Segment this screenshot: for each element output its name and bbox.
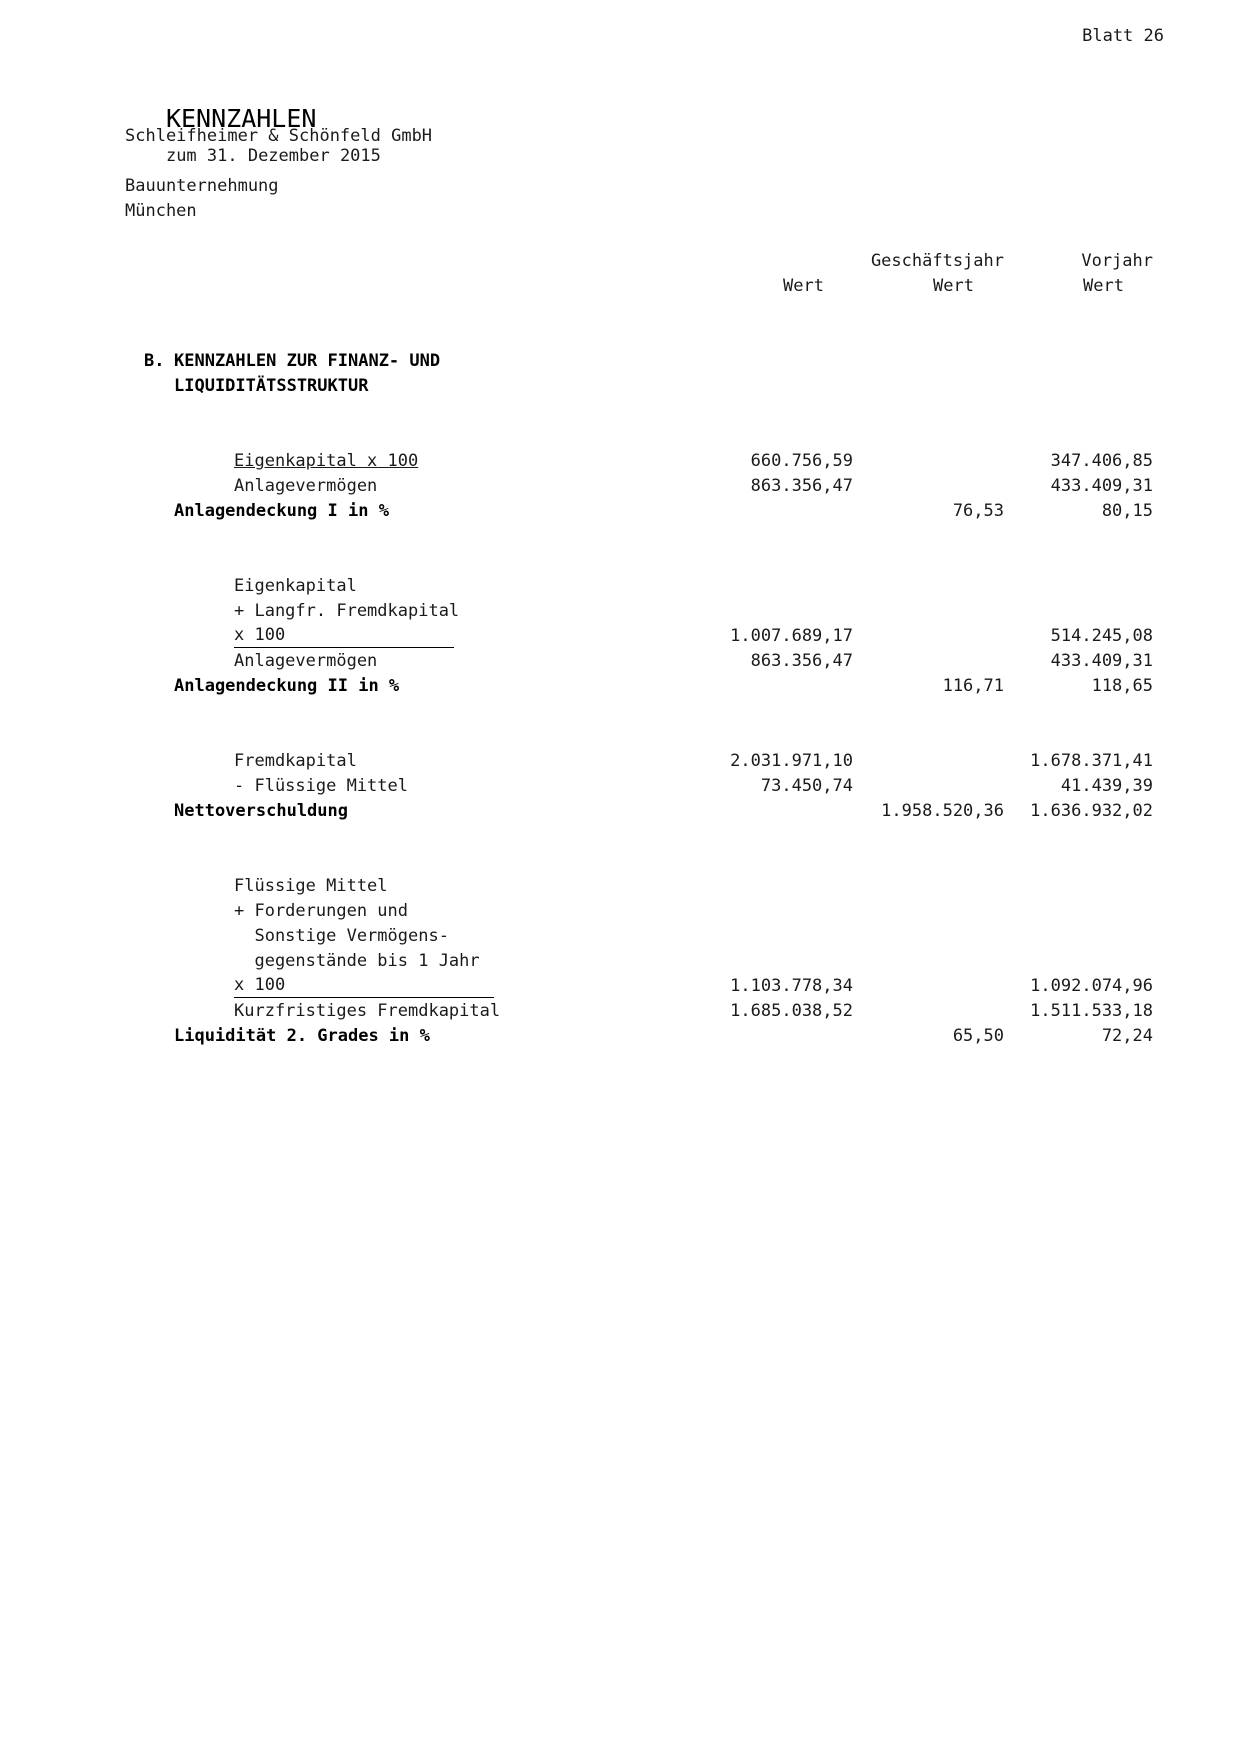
result-geschaeftsjahr: 65,50: [952, 1026, 1004, 1046]
result-vorjahr: 1.636.932,02: [1030, 801, 1153, 821]
line-vorjahr: 433.409,31: [1050, 651, 1153, 671]
line-label: Anlagevermögen: [234, 476, 378, 496]
line-wert: 1.685.038,52: [730, 1001, 853, 1021]
page-label: Blatt 26: [1082, 26, 1164, 46]
result-vorjahr: 118,65: [1091, 676, 1153, 696]
line-label: Eigenkapital x 100: [234, 451, 419, 471]
line-vorjahr: 514.245,08: [1050, 626, 1153, 646]
line-wert: 1.007.689,17: [730, 626, 853, 646]
line-label: Kurzfristiges Fremdkapital: [234, 1001, 501, 1021]
line-wert: 863.356,47: [750, 476, 853, 496]
line-label: + Forderungen und: [234, 901, 408, 921]
col-header-geschaeftsjahr: Geschäftsjahr: [870, 251, 1004, 271]
col-header-wert: Wert: [783, 276, 824, 296]
business-type: Bauunternehmung: [125, 176, 279, 196]
line-wert: 660.756,59: [750, 451, 853, 471]
line-label: gegenstände bis 1 Jahr: [234, 951, 480, 971]
city: München: [125, 201, 197, 221]
line-vorjahr: 1.678.371,41: [1030, 751, 1153, 771]
line-label: - Flüssige Mittel: [234, 776, 408, 796]
line-vorjahr: 347.406,85: [1050, 451, 1153, 471]
result-vorjahr: 72,24: [1101, 1026, 1153, 1046]
result-label: Liquidität 2. Grades in %: [174, 1026, 430, 1046]
line-wert: 1.103.778,34: [730, 976, 853, 996]
page-title: KENNZAHLEN: [165, 104, 317, 133]
line-label: Anlagevermögen: [234, 651, 378, 671]
line-label: Fremdkapital: [234, 751, 357, 771]
result-geschaeftsjahr: 116,71: [942, 676, 1004, 696]
result-label: Nettoverschuldung: [174, 801, 348, 821]
line-label: x 100: [234, 624, 454, 648]
company-name: Schleifheimer & Schönfeld GmbH: [125, 126, 433, 146]
line-label: Flüssige Mittel: [234, 876, 388, 896]
line-vorjahr: 1.511.533,18: [1030, 1001, 1153, 1021]
result-label: Anlagendeckung II in %: [174, 676, 400, 696]
section-prefix: B.: [144, 351, 165, 371]
line-vorjahr: 1.092.074,96: [1030, 976, 1153, 996]
line-label: x 100: [234, 974, 494, 998]
line-label: Eigenkapital: [234, 576, 357, 596]
page-subtitle: zum 31. Dezember 2015: [165, 146, 381, 166]
col-header-vorjahr-wert: Wert: [1083, 276, 1124, 296]
col-header-geschaeftsjahr-wert: Wert: [933, 276, 974, 296]
line-wert: 863.356,47: [750, 651, 853, 671]
result-geschaeftsjahr: 1.958.520,36: [881, 801, 1004, 821]
result-vorjahr: 80,15: [1101, 501, 1153, 521]
line-vorjahr: 433.409,31: [1050, 476, 1153, 496]
col-header-vorjahr: Vorjahr: [1081, 251, 1153, 271]
result-label: Anlagendeckung I in %: [174, 501, 389, 521]
line-wert: 73.450,74: [760, 776, 853, 796]
section-title-line2: LIQUIDITÄTSSTRUKTUR: [174, 376, 369, 396]
line-wert: 2.031.971,10: [730, 751, 853, 771]
result-geschaeftsjahr: 76,53: [952, 501, 1004, 521]
section-title-line1: KENNZAHLEN ZUR FINANZ- UND: [174, 351, 441, 371]
line-vorjahr: 41.439,39: [1060, 776, 1153, 796]
line-label: Sonstige Vermögens-: [234, 926, 449, 946]
line-label: + Langfr. Fremdkapital: [234, 601, 460, 621]
